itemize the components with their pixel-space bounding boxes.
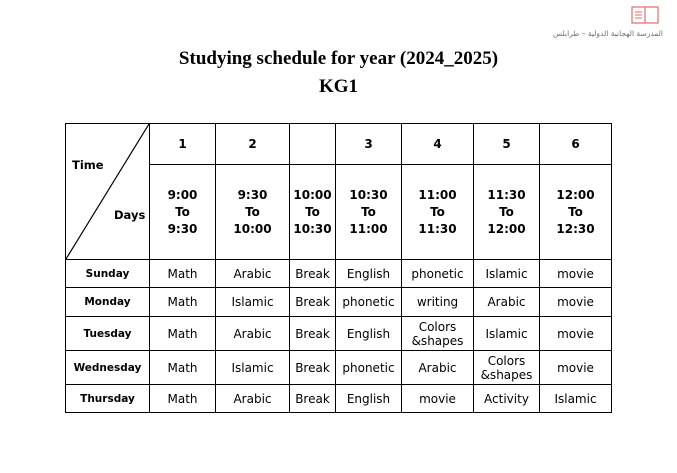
subject-cell: English <box>336 317 402 351</box>
time-label: Time <box>72 158 104 172</box>
subject-cell: Arabic <box>402 351 474 385</box>
period-number: 2 <box>216 124 290 165</box>
time-slot: 11:30 To 12:00 <box>474 165 540 260</box>
time-slot: 9:00 To 9:30 <box>150 165 216 260</box>
day-name: Thursday <box>66 385 150 413</box>
table-row <box>66 288 612 317</box>
subject-cell: movie <box>540 317 612 351</box>
subject-cell: Math <box>150 317 216 351</box>
subject-cell: English <box>336 260 402 288</box>
period-number-row <box>66 124 612 165</box>
subject-cell: phonetic <box>402 260 474 288</box>
subject-cell: Math <box>150 260 216 288</box>
subject-cell: movie <box>402 385 474 413</box>
subject-cell: Break <box>290 260 336 288</box>
time-slot: 12:00 To 12:30 <box>540 165 612 260</box>
day-name: Monday <box>66 288 150 317</box>
subject-cell: Break <box>290 351 336 385</box>
period-number: 5 <box>474 124 540 165</box>
period-number: 6 <box>540 124 612 165</box>
table-row <box>66 317 612 351</box>
subject-cell: Break <box>290 385 336 413</box>
subject-cell: Activity <box>474 385 540 413</box>
table-row <box>66 385 612 413</box>
table-row <box>66 260 612 288</box>
subject-cell: Colors &shapes <box>402 317 474 351</box>
subject-cell: Islamic <box>216 288 290 317</box>
book-logo-icon <box>631 6 659 24</box>
school-name: المدرسة الهجانية الدولية – طرابلس <box>553 29 663 38</box>
subject-cell: Math <box>150 288 216 317</box>
subject-cell: Arabic <box>216 385 290 413</box>
subject-cell: Arabic <box>216 317 290 351</box>
corner-diagonal <box>66 124 149 259</box>
subject-cell: Islamic <box>474 260 540 288</box>
subject-cell: Break <box>290 288 336 317</box>
subject-cell: Math <box>150 351 216 385</box>
page-title: Studying schedule for year (2024_2025) <box>178 48 499 69</box>
subject-cell: Arabic <box>474 288 540 317</box>
subject-cell: Islamic <box>540 385 612 413</box>
subject-cell: phonetic <box>336 288 402 317</box>
schedule-table <box>65 123 612 413</box>
time-days-corner <box>66 124 150 260</box>
school-logo <box>553 6 663 38</box>
time-slot: 9:30 To 10:00 <box>216 165 290 260</box>
time-slot: 10:00 To 10:30 <box>290 165 336 260</box>
subject-cell: movie <box>540 351 612 385</box>
subject-cell: Colors &shapes <box>474 351 540 385</box>
subject-cell: Break <box>290 317 336 351</box>
subject-cell: Islamic <box>474 317 540 351</box>
subject-cell: Arabic <box>216 260 290 288</box>
period-number <box>290 124 336 165</box>
subject-cell: movie <box>540 260 612 288</box>
subject-cell: phonetic <box>336 351 402 385</box>
subject-cell: English <box>336 385 402 413</box>
subject-cell: writing <box>402 288 474 317</box>
day-name: Tuesday <box>66 317 150 351</box>
day-name: Wednesday <box>66 351 150 385</box>
period-number: 4 <box>402 124 474 165</box>
period-number: 3 <box>336 124 402 165</box>
class-title: KG1 <box>318 76 359 97</box>
time-slot: 10:30 To 11:00 <box>336 165 402 260</box>
subject-cell: Islamic <box>216 351 290 385</box>
table-row <box>66 351 612 385</box>
day-name: Sunday <box>66 260 150 288</box>
subject-cell: movie <box>540 288 612 317</box>
subject-cell: Math <box>150 385 216 413</box>
period-number: 1 <box>150 124 216 165</box>
time-slot: 11:00 To 11:30 <box>402 165 474 260</box>
days-label: Days <box>114 208 146 222</box>
